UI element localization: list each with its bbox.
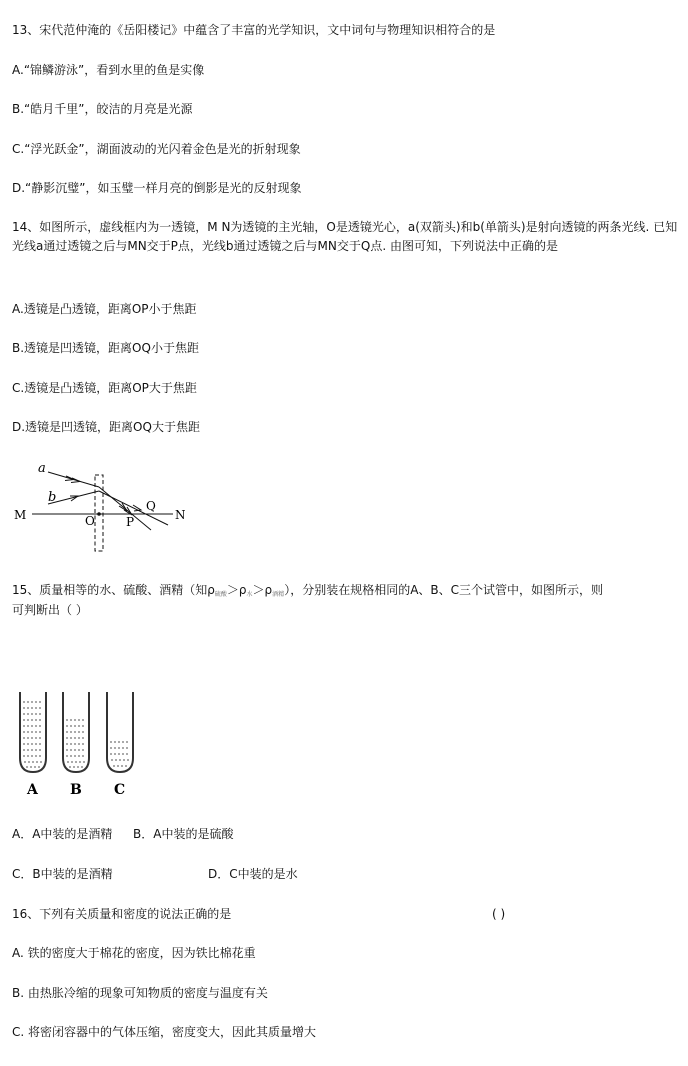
q14-option-a: A.透镜是凸透镜，距离OP小于焦距 [12,302,197,316]
tube-b-liquid [66,720,86,767]
lens-ray-diagram [8,455,198,560]
label-a: a [38,461,46,476]
q16-option-b: B. 由热胀冷缩的现象可知物质的密度与温度有关 [12,986,268,1000]
label-O: O [85,514,95,528]
label-b: b [48,490,57,505]
ray-a-double-arrow [65,476,80,483]
subscript-sulfuric: 硫酸 [214,591,227,598]
q14-stem: 14、如图所示，虚线框内为一透镜，M N为透镜的主光轴，O是透镜光心，a(双箭头)和b(单箭头)是射向透镜的两条光线. 已知光线a通过透镜之后与MN交于P点，光线b通过透镜之后与MN交于Q点. 由图可知，下列说法中正确的是 [12,220,678,253]
q14-option-b: B.透镜是凹透镜，距离OQ小于焦距 [12,341,199,355]
q13-stem: 13、宋代范仲淹的《岳阳楼记》中蕴含了丰富的光学知识，文中词句与物理知识相符合的是 [12,23,496,37]
label-N: N [175,508,186,522]
q14-option-d: D.透镜是凹透镜，距离OQ大于焦距 [12,420,200,434]
subscript-alcohol: 酒精 [272,591,285,598]
q16-stem: 16、下列有关质量和密度的说法正确的是 [12,907,232,921]
q15-stem: 15、质量相等的水、硫酸、酒精（知$\rho_{硫酸}>\rho_水>\rho_{酒精}$），分别装在规格相同的A、B、C三个试管中，如图所示，则 [12,583,604,598]
tube-label-b: B [70,782,82,798]
label-M: M [14,508,27,522]
optical-center-dot [97,512,101,516]
q16-option-a: A. 铁的密度大于棉花的密度，因为铁比棉花重 [12,946,256,960]
q15-option-c: C．B中装的是酒精 [12,867,113,881]
label-P: P [126,515,135,529]
q15-stem-line2: 可判断出（ ） [12,603,88,617]
q15-option-b: B．A中装的是硫酸 [133,827,234,841]
q15-option-d: D．C中装的是水 [208,867,298,881]
tube-c-liquid [110,742,130,766]
q13-option-b: B.“皓月千里”，皎洁的月亮是光源 [12,102,193,116]
q15-option-a: A．A中装的是酒精 [12,827,113,841]
test-tubes-figure [14,688,144,800]
q13-option-d: D.“静影沉璧”，如玉璧一样月亮的倒影是光的反射现象 [12,181,302,195]
label-Q: Q [146,499,156,513]
q16-option-c: C. 将密闭容器中的气体压缩，密度变大，因此其质量增大 [12,1025,317,1039]
q13-option-a: A.“锦鳞游泳”，看到水里的鱼是实像 [12,63,205,77]
tube-label-a: A [27,782,38,798]
tube-label-c: C [114,782,126,798]
q13-option-c: C.“浮光跃金”，湖面波动的光闪着金色是光的折射现象 [12,142,301,156]
subscript-water: 水 [246,591,253,598]
q16-answer-blank: ( ) [492,907,506,921]
tube-a-liquid [23,702,43,767]
q14-option-c: C.透镜是凸透镜，距离OP大于焦距 [12,381,197,395]
